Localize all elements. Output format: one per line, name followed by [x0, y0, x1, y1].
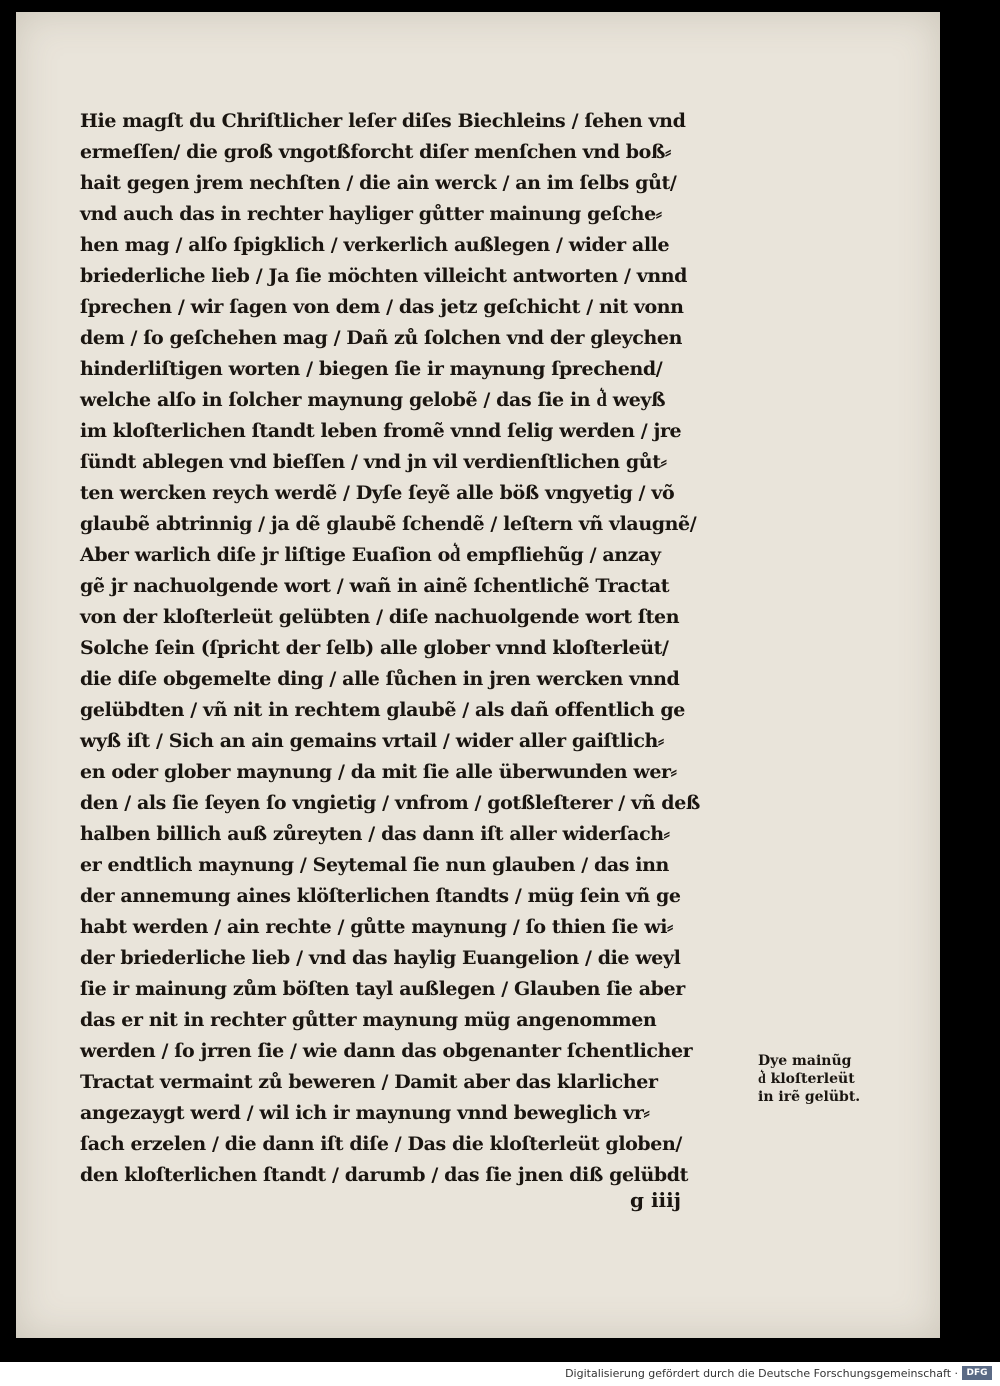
text-line: vnd auch das in rechter hayliger gůtter mainung geſche⸗	[80, 203, 662, 225]
text-line: hen mag / alſo ſpigklich / verkerlich außlegen / wider alle	[80, 234, 670, 256]
text-line: werden / ſo jrren ſie / wie dann das obgenanter ſchentlicher	[80, 1040, 693, 1062]
text-line: den / als ſie ſeyen ſo vngietig / vnfrom / gotßleſterer / vñ deß	[80, 792, 700, 814]
text-line: ſie ir mainung zům böſten tayl außlegen / Glauben ſie aber	[80, 978, 685, 1000]
text-line: das er nit in rechter gůtter maynung müg angenommen	[80, 1009, 657, 1031]
text-line: ten wercken reych werdẽ / Dyſe ſeyẽ alle böß vngyetig / võ	[80, 482, 675, 504]
text-line: Solche ſein (ſpricht der ſelb) alle glober vnnd kloſterleüt/	[80, 637, 669, 659]
text-line: der annemung aines klöſterlichen ſtandts / müg ſein vñ ge	[80, 885, 681, 907]
text-line: Hie magſt du Chriſtlicher leſer diſes Biechleins / ſehen vnd	[80, 110, 686, 132]
main-text-block	[80, 106, 780, 1191]
text-line: hait gegen jrem nechſten / die ain werck / an im ſelbs gůt/	[80, 172, 677, 194]
text-line: gelübdten / vñ nit in rechtem glaubẽ / als dañ offentlich ge	[80, 699, 685, 721]
text-line: briederliche lieb / Ja ſie möchten villeicht antworten / vnnd	[80, 265, 688, 287]
text-line: ſach erzelen / die dann iſt diſe / Das die kloſterleüt globen/	[80, 1133, 682, 1155]
marginal-note	[758, 1052, 928, 1106]
text-line: die diſe obgemelte ding / alle ſůchen in jren wercken vnnd	[80, 668, 680, 690]
text-line: wyß iſt / Sich an ain gemains vrtail / wider aller gaiſtlich⸗	[80, 730, 664, 752]
text-line: halben billich auß zůreyten / das dann iſt aller widerſach⸗	[80, 823, 670, 845]
text-line: von der kloſterleüt gelübten / diſe nachuolgende wort ſten	[80, 606, 680, 628]
text-line: dem / ſo geſchehen mag / Dañ zů ſolchen vnd der gleychen	[80, 327, 682, 349]
text-line: hinderliſtigen worten / biegen ſie ir maynung ſprechend/	[80, 358, 663, 380]
text-line: habt werden / ain rechte / gůtte maynung / ſo thien ſie wi⸗	[80, 916, 673, 938]
dfg-logo: DFG	[962, 1366, 992, 1380]
text-line: angezaygt werd / wil ich ir maynung vnnd beweglich vr⸗	[80, 1102, 650, 1124]
text-line: glaubẽ abtrinnig / ja dẽ glaubẽ ſchendẽ / leſtern vñ vlaugnẽ/	[80, 513, 697, 535]
funding-credit: Digitalisierung gefördert durch die Deutsche Forschungsgemeinschaft ·	[565, 1367, 958, 1380]
text-line: der briederliche lieb / vnd das haylig Euangelion / die weyl	[80, 947, 681, 969]
text-line: ſündt ablegen vnd bieſſen / vnd jn vil verdienſtlichen gůt⸗	[80, 451, 667, 473]
text-line: ermeſſen/ die groß vngotßforcht diſer menſchen vnd boß⸗	[80, 141, 671, 163]
footer-bar	[0, 1362, 1000, 1386]
text-line: im kloſterlichen ſtandt leben fromẽ vnnd ſelig werden / jre	[80, 420, 682, 442]
signature-mark: g iiij	[630, 1188, 681, 1212]
text-line: er endtlich maynung / Seytemal ſie nun glauben / das inn	[80, 854, 669, 876]
text-line: Aber warlich diſe jr liſtige Euaſion od͛ empfliehũg / anzay	[80, 544, 661, 566]
text-line: Tractat vermaint zů beweren / Damit aber das klarlicher	[80, 1071, 658, 1093]
text-line: ſprechen / wir ſagen von dem / das jetz geſchicht / nit vonn	[80, 296, 684, 318]
text-line: gẽ jr nachuolgende wort / wañ in ainẽ ſchentlichẽ Tractat	[80, 575, 670, 597]
marginal-note-line: in irẽ gelübt.	[758, 1089, 861, 1105]
text-line: en oder glober maynung / da mit ſie alle überwunden wer⸗	[80, 761, 677, 783]
marginal-note-line: d͛ kloſterleüt	[758, 1071, 855, 1087]
book-page	[16, 12, 940, 1338]
marginal-note-line: Dye mainũg	[758, 1053, 852, 1069]
text-line: welche alſo in ſolcher maynung gelobẽ / das ſie in d͛ weyß	[80, 389, 666, 411]
text-line: den kloſterlichen ſtandt / darumb / das ſie jnen diß gelübdt	[80, 1164, 689, 1186]
